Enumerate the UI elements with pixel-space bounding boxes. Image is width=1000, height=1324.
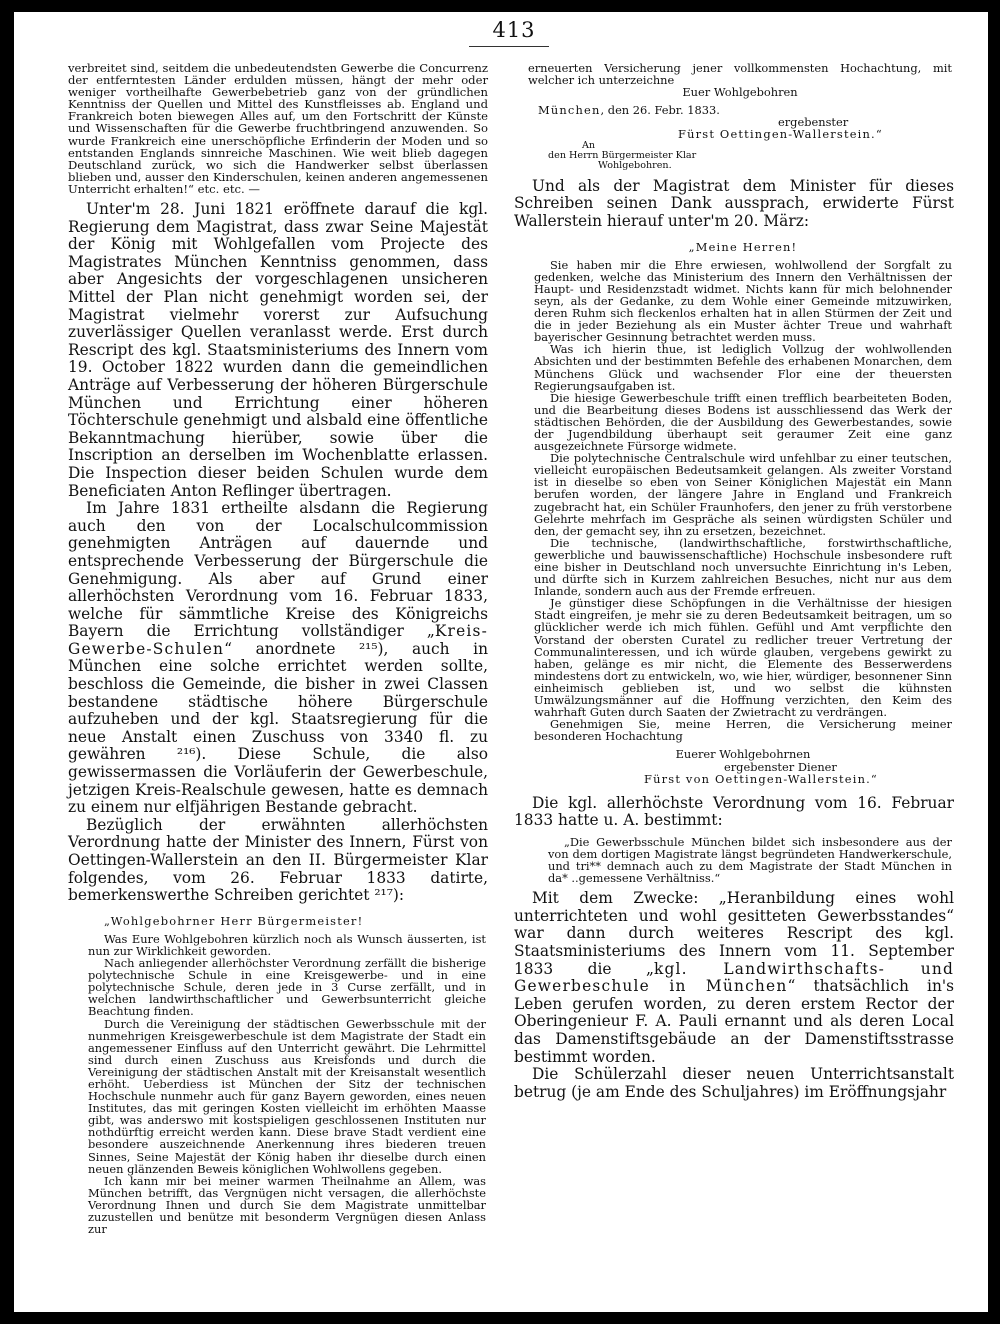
letter-signature-line-1: ergebenster [778, 115, 849, 130]
reply-paragraph: Die technische, (landwirthschaftliche, forstwirthschaftliche, gewerbliche und bauwissenschaftliche) Hochschule insbesondere ruft eine bisher in Deutschland noch unversuchte Einrichtung in's Leben, und dürfte sich in Kurzem zahlreichen Besuches, nicht nur aus dem Inlande, sondern auch aus der Fremde erfreuen. [534, 535, 952, 599]
verordnung-quote-text: „Die Gewerbsschule München bildet sich insbesondere aus der von dem dortigen Magistrate längst begründeten Handwerkerschule, und tri** demnach auch zu dem Magistrate der Stadt München in da* ..gemessene Verhältniss.“ [548, 834, 952, 886]
reply-close-3: Fürst von Oettingen-Wallerstein.“ [644, 771, 878, 786]
reply-paragraph: Die hiesige Gewerbeschule trifft einen trefflich bearbeiteten Boden, und die Bearbeitung dieses Bodens ist ausschliessend das Werk der städtischen Behörden, die der Ausbildung des Gewerbestandes, sowie der Jugendbildung überhaupt seit geraumer Zeit eine ganz ausgezeichnete Fürsorge widmete. [534, 390, 952, 454]
paragraph-gewerbeschule [514, 890, 954, 1066]
paragraph-magistrat-dank: Und als der Magistrat dem Minister für dieses Schreiben seinen Dank aussprach, erwiderte Fürst Wallerstein hierauf unter'm 20. März: [514, 176, 954, 230]
reply-paragraph: Je günstiger diese Schöpfungen in die Verhältnisse der hiesigen Stadt eingreifen, je mehr sie zu deren Bedeutsamkeit beitragen, um so glücklicher werde ich mich fühlen. Gefühl und Amt verpflichte den Vorstand der obersten Curatel zu redlicher treuer Vertretung der Communalinteressen, und ich würde glauben, vergebens gewirkt zu haben, gelänge es mir nicht, die Elemente des Besserwerdens mindestens dort zu entwickeln, wo, wie hier, würdiger, besonnener Sinn einheimisch geblieben ist, und wo selbst die kühnsten Umwälzungsmänner auf die Hoffnung verzichten, den Keim des wahrhaft Guten durch Saaten der Zwietracht zu verdrängen. [534, 596, 952, 720]
school-name-term: kgl. Landwirthschafts- und Gewerbeschule in München [514, 959, 955, 996]
page-number: 413 [492, 18, 536, 42]
left-column [68, 62, 488, 1235]
reply-paragraph: Genehmigen Sie, meine Herren, die Versicherung meiner besonderen Hochachtung [534, 717, 952, 744]
reply-close-2: ergebenster Diener [724, 759, 837, 774]
kreis-gewerbe-schulen-term: Kreis-Gewerbe-Schulen [68, 622, 488, 658]
letter-block [68, 915, 488, 1235]
quote-continuation: verbreitet sind, seitdem die unbedeutendsten Gewerbe die Concurrenz der entferntesten Länder erdulden müssen, hängt der mehr oder weniger vortheilhafte Gewerbebetrieb ganz von der gründlichen Kenntniss der Quellen und Mittel des Kunstfleisses ab. England und Frankreich boten biewegen Alles auf, um den Fortschritt der Künste und Wissenschaften für die Gewerbe fruchtbringend anzuwenden. So wurde Frankreich eine unerschöpfliche Erfinderin der Moden und so entstanden Englands sinnreiche Maschinen. Wie weit blieb dagegen Deutschland zurück, wo sich die Handwerker selbst überlassen blieben und, ausser den Kinderschulen, keinen anderen angemessenen Unterricht erhalten!“ etc. etc. — [68, 61, 488, 196]
letter-place: München [538, 103, 601, 118]
header-rule [469, 46, 549, 47]
letter-paragraph: Nach anliegender allerhöchster Verordnung zerfällt die bisherige polytechnische Schule in eine Kreisgewerbe- und in eine polytechnische Schule, deren jede in 3 Curse zerfällt, und in welchen landwirthschaftlicher und Gewerbsunterricht gleiche Beachtung finden. [88, 956, 486, 1019]
paragraph-verordnung-1833: Die kgl. allerhöchste Verordnung vom 16. Februar 1833 hatte u. A. bestimmt: [514, 793, 954, 830]
letter-signature-line-2: Fürst Oettingen-Wallerstein.“ [678, 127, 883, 142]
paragraph-1831-part2: “ anordnete ²¹⁵), auch in München eine solche errichtet werden sollte, beschloss die Gemeinde, die bisher in zwei Classen bestandene städtische höhere Bürgerschule aufzuheben und der kgl. Staatsregierung für die neue Anstalt einen Zuschuss von 3340 fl. zu gewähren ²¹⁶). Diese Schule, die also gewissermassen die Vorläuferin der Gewerbeschule, jetzigen Kreis-Realschule gewesen, hatte es demnach zu einem nur elfjährigen Bestande gebracht. [68, 639, 488, 817]
paragraph-gewerbeschule-part2: “ thatsächlich in's Leben gerufen worden, zu deren erstem Rector der Oberingenieur F. A. Pauli ernannt und als deren Local das Damenstiftsgebäude an der Damenstiftsstrasse bestimmt worden. [514, 977, 954, 1066]
letter-end-block [514, 62, 954, 172]
letter-paragraph: Was Eure Wohlgebohren kürzlich noch als Wunsch äusserten, ist nun zur Wirklichkeit geworden. [88, 931, 486, 958]
reply-paragraph: Die polytechnische Centralschule wird unfehlbar zu einer teutschen, vielleicht europäischen Bedeutsamkeit gelangen. Als zweiter Vorstand ist in dieselbe so eben von Seiner Königlichen Majestät ein Mann berufen worden, der längere Jahre in England und Frankreich zugebracht hat, ein Schüler Fraunhofers, den jener zu früh verstorbene Gelehrte mehrfach im Gespräche als seinen würdigsten Schüler und den, der gemacht sey, ihn zu ersetzen, bezeichnet. [534, 451, 952, 538]
letter-address-3: Wohlgebohren. [598, 160, 672, 172]
paragraph-gewerbeschule-part1: Mit dem Zwecke: „Heranbildung eines wohl unterrichteten und wohl gesitteten Gewerbsstandes“ war dann durch weiteres Rescript des kgl. Staatsministeriums des Innern vom 11. September 1833 die „ [514, 889, 954, 978]
paragraph-verordnung: Bezüglich der erwähnten allerhöchsten Verordnung hatte der Minister des Innern, Fürst von Oettingen-Wallerstein an den II. Bürgermeister Klar folgendes, vom 26. Februar 1833 datirte, bemerkenswerthe Schreiben gerichtet ²¹⁷): [68, 815, 488, 905]
letter-greeting: Euer Wohlgebohren [682, 85, 798, 100]
right-column [514, 62, 954, 1101]
verordnung-quote [514, 836, 954, 884]
paragraph-1831 [68, 500, 488, 817]
letter-closing-text: erneuerten Versicherung jener vollkommensten Hochachtung, mit welcher ich unterzeichne [528, 61, 952, 88]
reply-close-1: Euerer Wohlgebohrnen [675, 747, 811, 762]
letter-dateline [528, 104, 952, 116]
letter-salutation: „Wohlgebohrner Herr Bürgermeister! [104, 913, 364, 928]
letter-address-2: den Herrn Bürgermeister Klar [548, 149, 697, 161]
letter-paragraph: Durch die Vereinigung der städtischen Gewerbsschule mit der nunmehrigen Kreisgewerbeschule ist dem Magistrate der Stadt ein angemessener Einfluss auf den Unterricht gewährt. Die Lehrmittel sind durch einen Zuschuss aus Kreisfonds und durch die Vereinigung der städtischen Anstalt mit der Kreisanstalt wesentlich erhöht. Ueberdiess ist München der Sitz der technischen Hochschule nunmehr auch für ganz Bayern geworden, eines neuen Institutes, das mit geringen Kosten vielleicht im erhöhten Maasse gibt, was anderswo mit kostspieligen geschlossenen Instituten nur nothdürftig erreicht werden kann. Diese brave Stadt verdient eine besondere auszeichnende Anerkennung ihres biederen treuen Sinnes, Seine Majestät der König haben ihr dieselbe durch einen neuen glänzenden Beweis königlichen Wohlwollens gegeben. [88, 1016, 486, 1176]
letter-address-1: An [582, 139, 596, 151]
letter-paragraph: Ich kann mir bei meiner warmen Theilnahme an Allem, was München betrifft, das Vergnügen nicht versagen, die allerhöchste Verordnung Ihnen und durch Sie dem Magistrate unmittelbar zuzustellen und benütze mit besonderm Vergnügen diesen Anlass zur [88, 1173, 486, 1237]
scanned-page [14, 12, 988, 1312]
paragraph-1831-part1: Im Jahre 1831 ertheilte alsdann die Regierung auch den von der Localschulcommission genehmigten Anträgen auf dauernde und entsprechende Verbesserung der Bürgerschule die Genehmigung. Als aber auf Grund einer allerhöchsten Verordnung vom 16. Februar 1833, welche für sämmtliche Kreise des Königreichs Bayern die Errichtung vollständiger „ [68, 499, 488, 641]
reply-letter-block [514, 241, 954, 785]
paragraph-schuelerzahl: Die Schülerzahl dieser neuen Unterrichtsanstalt betrug (je am Ende des Schuljahres) im Eröffnungsjahr [514, 1065, 954, 1101]
reply-paragraph: Was ich hierin thue, ist lediglich Vollzug der wohlwollenden Absichten und der bestimmten Befehle des erhabenen Monarchen, dem Münchens Glück und wachsender Flor eine der theuersten Regierungsaufgaben ist. [534, 342, 952, 393]
letter-date: , den 26. Febr. 1833. [600, 103, 720, 118]
paragraph-1821: Unter'm 28. Juni 1821 eröffnete darauf die kgl. Regierung dem Magistrat, dass zwar Seine Majestät der König mit Wohlgefallen vom Projecte des Magistrates München Kenntniss genommen, dass aber Angesichts der vorgeschlagenen unsicheren Mittel der Plan nicht genehmigt worden sei, der Magistrat vielmehr vorerst zur Aufsuchung zuverlässiger Quellen veranlasst werde. Erst durch Rescript des kgl. Staatsministeriums des Innern vom 19. October 1822 wurden dann die gemeindlichen Anträge auf Verbesserung der höheren Bürgerschule München und Errichtung einer höheren Töchterschule genehmigt und alsbald eine öffentliche Bekanntmachung hierüber, sowie über die Inscription an derselben im Wochenblatte erlassen. Die Inspection dieser beiden Schulen wurde dem Beneficiaten Anton Reflinger übertragen. [68, 200, 488, 500]
reply-salutation: „Meine Herren! [688, 239, 798, 254]
reply-paragraph: Sie haben mir die Ehre erwiesen, wohlwollend der Sorgfalt zu gedenken, welche das Ministerium des Innern den Verhältnissen der Haupt- und Residenzstadt widmet. Nichts kann für mich belohnender seyn, als der Gedanke, zu dem Wohle einer Gemeinde mitzuwirken, deren Ruhm sich fleckenlos erhalten hat in allen Stürmen der Zeit und die in jeder Beziehung als ein Muster ächter Treue und wahrhaft bayerischer Gesinnung betrachtet werden muss. [534, 257, 952, 345]
